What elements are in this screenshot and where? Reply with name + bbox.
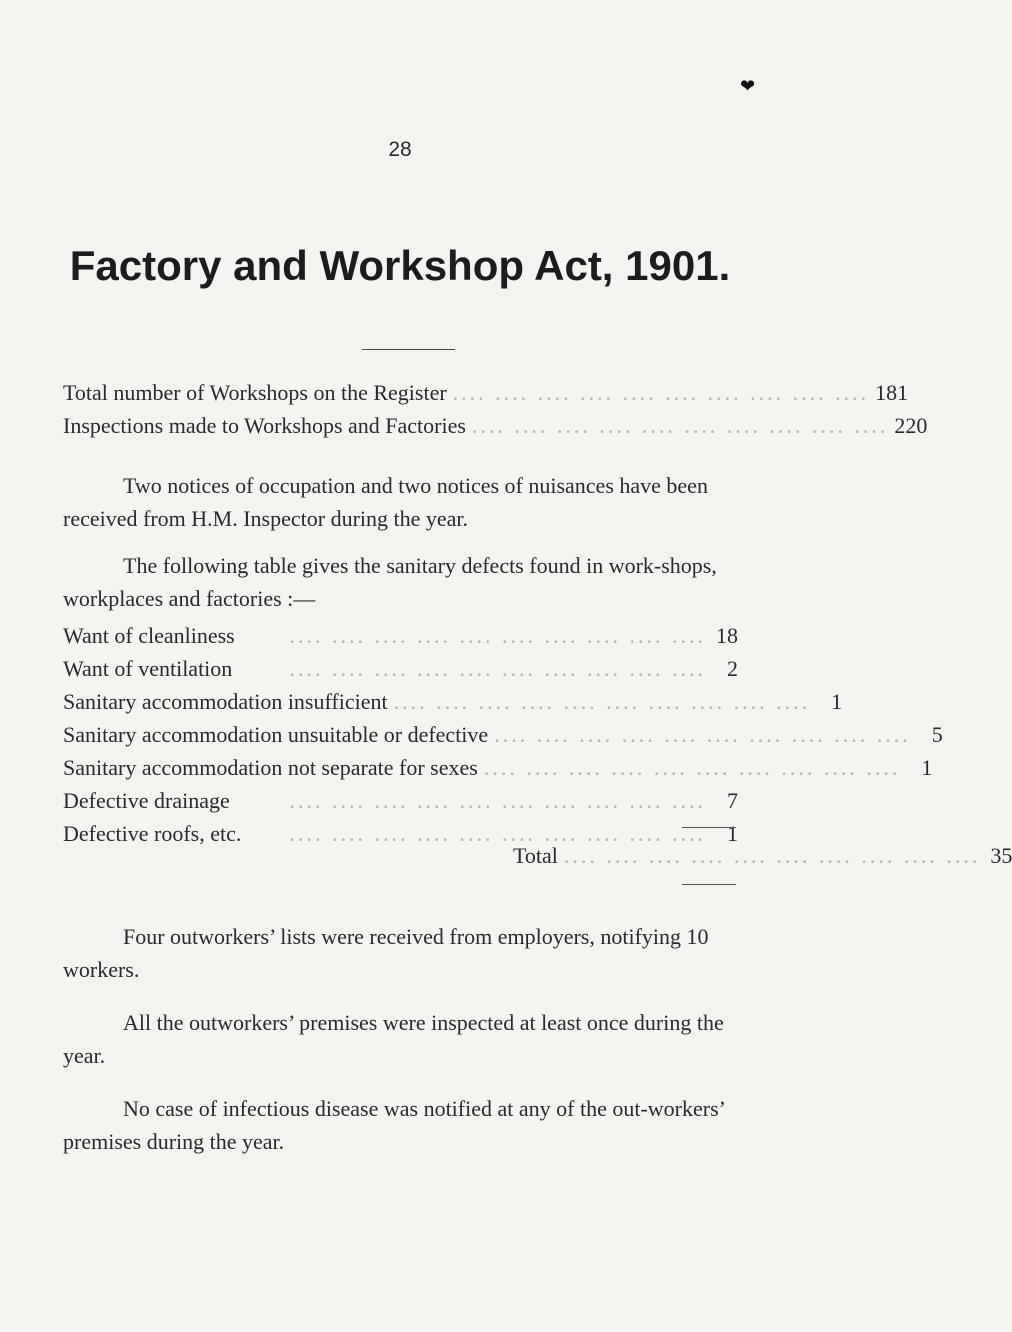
outworkers-inspected-section	[63, 1006, 738, 1072]
defects-table	[63, 619, 943, 850]
leader-dots: .... .... .... .... .... .... .... .... .... ....	[483, 755, 901, 780]
leader-dots: .... .... .... .... .... .... .... .... .... ....	[563, 843, 981, 868]
title-divider	[362, 349, 455, 350]
register-section	[63, 376, 928, 442]
defect-count: 18	[716, 623, 738, 648]
register-row-workshops	[63, 376, 909, 409]
defect-count: 2	[727, 656, 738, 681]
corner-mark: ❤	[740, 76, 756, 97]
total-rule-bottom	[682, 884, 736, 885]
table-intro-paragraph: The following table gives the sanitary defects found in work-shops, workplaces and factories :—	[63, 553, 717, 611]
defect-label: Sanitary accommodation not separate for sexes	[63, 755, 478, 780]
leader-dots: .... .... .... .... .... .... .... .... .... ....	[289, 821, 706, 846]
total-label: Total	[513, 843, 558, 868]
leader-dots: .... .... .... .... .... .... .... .... .... ....	[393, 689, 811, 714]
outworkers-lists-paragraph: Four outworkers’ lists were received from employers, notifying 10 workers.	[63, 924, 709, 982]
register-label: Inspections made to Workshops and Factories	[63, 413, 466, 438]
table-row	[63, 784, 738, 817]
leader-dots: .... .... .... .... .... .... .... .... .... ....	[494, 722, 911, 747]
table-row	[63, 685, 843, 718]
infectious-section	[63, 1092, 738, 1158]
page-title: Factory and Workshop Act, 1901.	[69, 242, 731, 289]
defect-count: 1	[727, 821, 738, 846]
table-row	[63, 718, 943, 751]
defect-label: Want of ventilation	[63, 656, 233, 681]
leader-dots: .... .... .... .... .... .... .... .... .... ....	[471, 413, 889, 438]
leader-dots: .... .... .... .... .... .... .... .... .... ....	[289, 788, 706, 813]
table-row	[63, 751, 933, 784]
register-label: Total number of Workshops on the Register	[63, 380, 447, 405]
defect-label: Sanitary accommodation unsuitable or defective	[63, 722, 489, 747]
defect-count: 1	[831, 689, 843, 714]
total-row	[513, 839, 1012, 872]
defect-label: Sanitary accommodation insufficient	[63, 689, 388, 714]
leader-dots: .... .... .... .... .... .... .... .... .... ....	[452, 380, 870, 405]
leader-dots: .... .... .... .... .... .... .... .... .... ....	[289, 623, 706, 648]
defect-count: 5	[931, 722, 943, 747]
table-row	[63, 619, 738, 652]
register-value: 220	[894, 413, 928, 438]
table-row	[63, 652, 738, 685]
defect-label: Defective drainage	[63, 788, 230, 813]
register-row-inspections	[63, 409, 928, 442]
defect-count: 1	[921, 755, 933, 780]
leader-dots: .... .... .... .... .... .... .... .... .... ....	[289, 656, 706, 681]
outworkers-lists-section	[63, 920, 738, 986]
outworkers-inspected-paragraph: All the outworkers’ premises were inspected at least once during the year.	[63, 1010, 724, 1068]
defect-label: Want of cleanliness	[63, 623, 235, 648]
defect-label: Defective roofs, etc.	[63, 821, 242, 846]
page-number: 28	[388, 138, 412, 161]
defect-count: 7	[727, 788, 738, 813]
table-intro-section	[63, 549, 738, 615]
register-value: 181	[875, 380, 909, 405]
total-value: 35	[990, 843, 1012, 868]
infectious-paragraph: No case of infectious disease was notified at any of the out-workers’ premises during the year.	[63, 1096, 725, 1154]
notices-section	[63, 469, 738, 535]
notices-paragraph: Two notices of occupation and two notices of nuisances have been received from H.M. Inspector during the year.	[63, 473, 708, 531]
total-rule-top	[682, 827, 736, 828]
